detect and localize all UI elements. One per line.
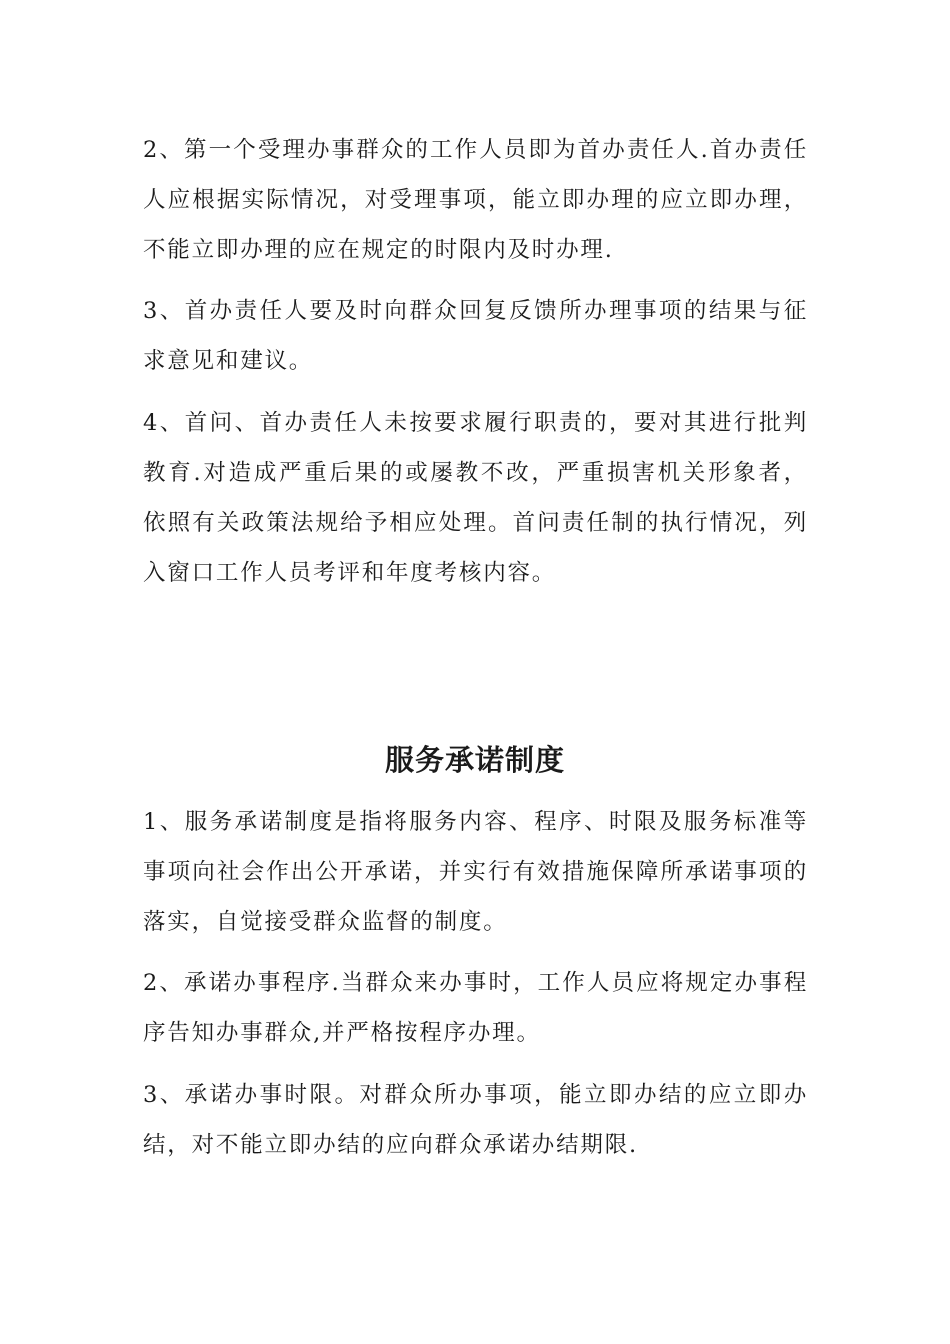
paragraph-service-commitment-definition: 1、服务承诺制度是指将服务内容、程序、时限及服务标准等事项向社会作出公开承诺，并实行有效措施保障所承诺事项的落实，自觉接受群众监督的制度。 (143, 809, 808, 935)
paragraph-procedure-commitment: 2、承诺办事程序.当群众来办事时，工作人员应将规定办事程序告知办事群众,并严格按程序办理。 (143, 970, 808, 1046)
paragraph-feedback-results: 3、首办责任人要及时向群众回复反馈所办理事项的结果与征求意见和建议。 (143, 298, 808, 374)
paragraph-accountability: 4、首问、首办责任人未按要求履行职责的，要对其进行批判教育.对造成严重后果的或屡教不改，严重损害机关形象者，依照有关政策法规给予相应处理。首问责任制的执行情况，列入窗口工作人员考评和年度考核内容。 (143, 410, 808, 586)
section-title: 服务承诺制度 (384, 743, 565, 777)
paragraph-time-limit-commitment: 3、承诺办事时限。对群众所办事项，能立即办结的应立即办结，对不能立即办结的应向群众承诺办结期限. (143, 1082, 808, 1158)
paragraph-first-handler-definition: 2、第一个受理办事群众的工作人员即为首办责任人.首办责任人应根据实际情况，对受理事项，能立即办理的应立即办理，不能立即办理的应在规定的时限内及时办理. (143, 137, 808, 263)
